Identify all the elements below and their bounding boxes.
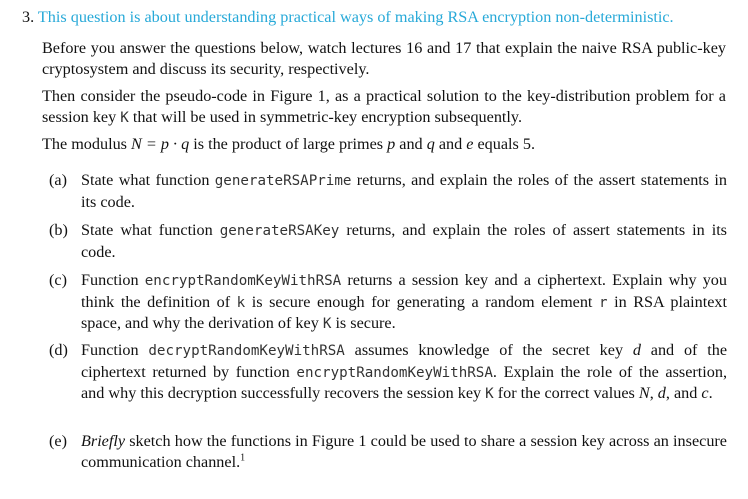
part-c [49, 270, 727, 335]
math-d: d [657, 384, 666, 402]
math-modulus: N = p · q [131, 135, 190, 153]
part-text-run: returns a session key and a ciphertext. Explain why you think the definition of [81, 271, 727, 311]
part-text-run: . Explain the role of the assertion, and why this decryption successfully recovers the session key [81, 362, 727, 402]
question-heading [22, 7, 742, 28]
paragraph-text: and [395, 135, 427, 153]
emphasis-briefly: Briefly [81, 432, 126, 450]
code-K: K [322, 316, 332, 332]
part-text-run: in RSA plaintext space, and why the derivation of key [81, 292, 727, 332]
part-text [81, 270, 727, 335]
part-text-run: sketch how the functions in Figure 1 could be used to share a session key across an insecure communication channel. [81, 432, 727, 471]
part-text-run: is secure. [331, 314, 396, 332]
part-text-run: Function [81, 341, 149, 359]
part-label: (d) [49, 341, 68, 359]
part-label: (c) [49, 271, 67, 289]
part-text-run: assumes knowledge of the secret key [344, 341, 633, 359]
part-text-run: . [708, 384, 713, 402]
part-text-run: is secure enough for generating a random element [245, 292, 599, 311]
part-a [49, 170, 727, 212]
part-text-run: Function [81, 271, 145, 289]
math-e: e [466, 135, 474, 153]
question-title: This question is about understanding practical ways of making RSA encryption non-deterministic. [37, 8, 674, 26]
part-b [49, 220, 727, 262]
code-encryptRandomKeyWithRSA: encryptRandomKeyWithRSA [144, 273, 342, 289]
part-text-run: for the correct values [493, 384, 639, 402]
part-label: (a) [49, 171, 67, 189]
part-text-run: returns, and explain the roles of the assert statements in its code. [81, 171, 728, 211]
part-text-run: returns, and explain the roles of assert statements in its code. [81, 221, 727, 261]
code-K: K [485, 386, 494, 402]
intro-paragraph: Before you answer the questions below, watch lectures 16 and 17 that explain the naive RSA public-key cryptosystem and discuss its security, respectively. [42, 39, 726, 78]
footnote-marker[interactable]: 1 [240, 452, 246, 464]
paragraph-text: equals 5. [473, 135, 536, 153]
part-label: (b) [49, 221, 68, 239]
part-text-run: and of the ciphertext returned by function [81, 341, 728, 381]
math-c: c [701, 384, 709, 402]
question-number: 3. [22, 8, 35, 26]
paragraph-text: Then consider the pseudo-code in Figure 1, as a practical solution to the key-distribution problem for a session key [42, 87, 726, 126]
part-text [81, 431, 727, 472]
math-p: p [387, 135, 396, 153]
code-encryptRandomKeyWithRSA: encryptRandomKeyWithRSA [296, 364, 493, 381]
code-decryptRandomKeyWithRSA: decryptRandomKeyWithRSA [148, 343, 345, 359]
part-text-run: , and [665, 384, 702, 402]
code-r: r [598, 294, 608, 311]
math-N: N [638, 384, 650, 402]
part-text-run: State what function [81, 221, 220, 239]
part-e [49, 431, 727, 472]
part-text [81, 220, 727, 262]
code-k: k [236, 294, 246, 311]
math-d: d [632, 341, 641, 359]
math-q: q [426, 135, 435, 153]
part-text [81, 340, 727, 405]
code-generateRSAKey: generateRSAKey [219, 223, 340, 239]
modulus-paragraph [42, 134, 726, 155]
paragraph-text: is the product of large primes [189, 135, 388, 153]
paragraph-text: that will be used in symmetric-key encryption subsequently. [128, 107, 522, 126]
part-text [81, 170, 727, 212]
part-label: (e) [49, 432, 67, 450]
code-session-key: K [120, 109, 129, 126]
part-text-run: State what function [81, 171, 215, 189]
part-d [49, 340, 727, 405]
part-text-run: , [649, 384, 658, 402]
code-generateRSAPrime: generateRSAPrime [214, 173, 352, 189]
paragraph-text: The modulus [42, 135, 132, 153]
paragraph-text: and [434, 135, 467, 153]
figure-paragraph [42, 86, 726, 128]
